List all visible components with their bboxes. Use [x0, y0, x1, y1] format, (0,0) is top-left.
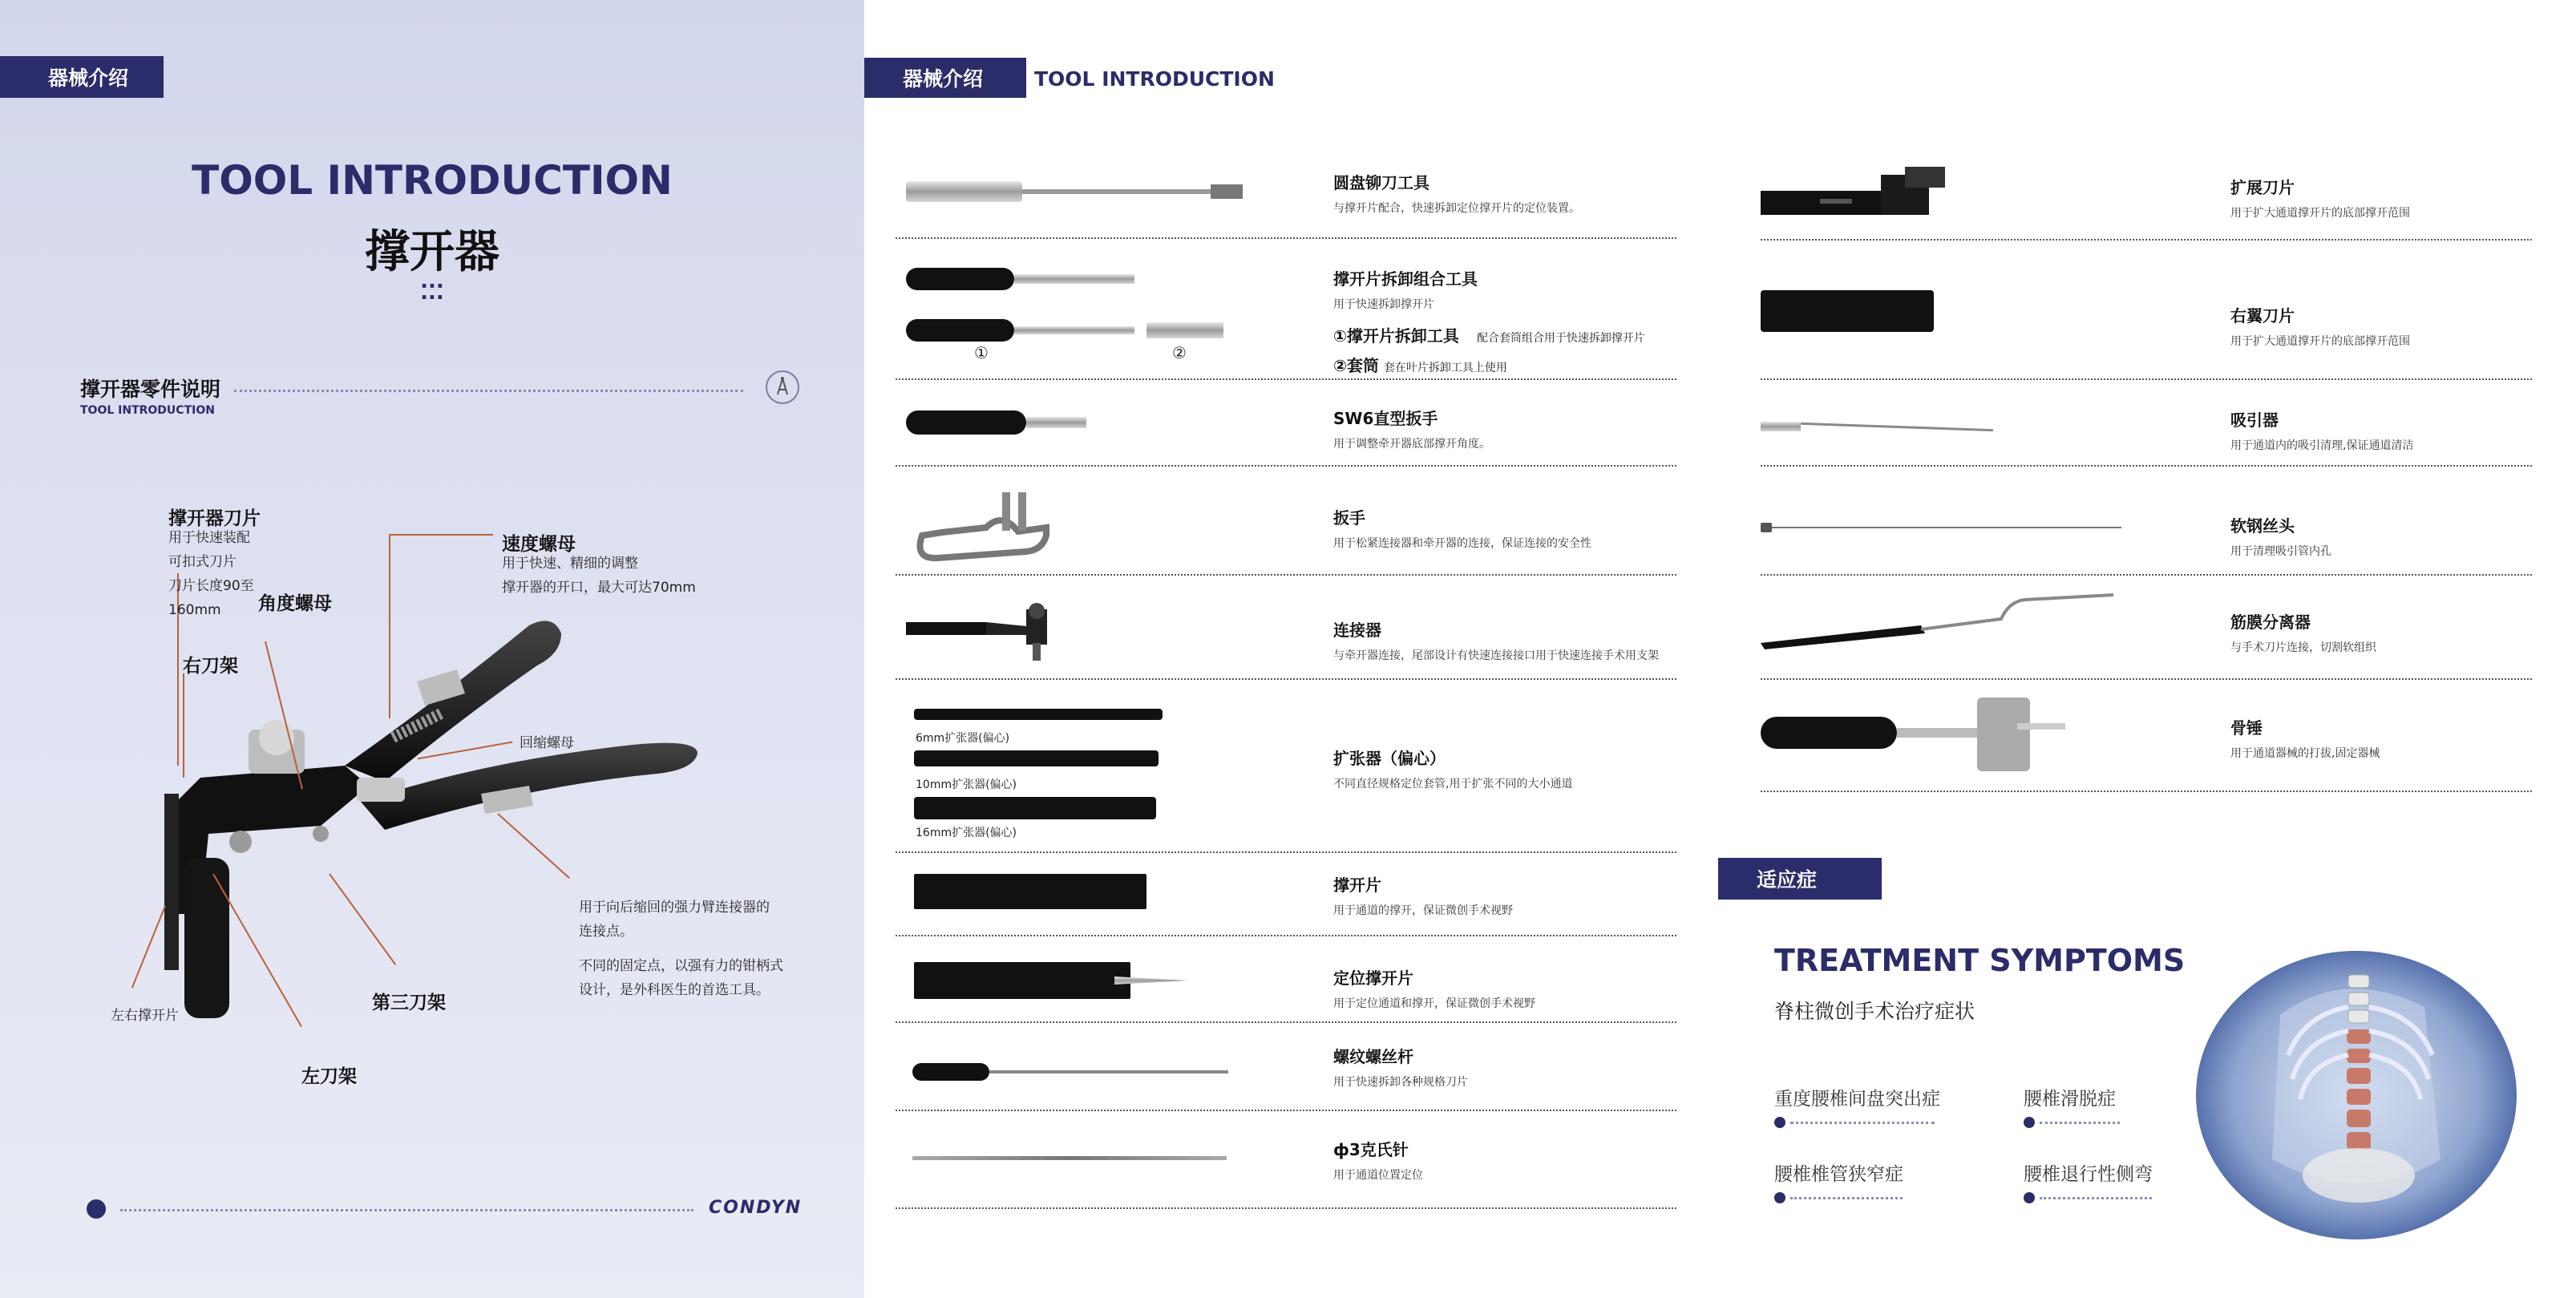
section-subtitle: TOOL INTRODUCTION	[80, 404, 215, 417]
tool-image-fascia-separator	[1761, 593, 2113, 649]
label-angle-nut: 角度螺母	[258, 593, 332, 614]
tool-sw6-wrench: SW6直型扳手 用于调整牵开器底部撑开角度。	[1333, 409, 1490, 451]
separator	[1761, 574, 2532, 576]
tool-image-threaded-rod	[912, 1063, 1228, 1081]
mark-1: ①	[974, 343, 989, 362]
tool-suction: 吸引器 用于通道内的吸引清理,保证通道清洁	[2230, 410, 2414, 452]
tool-fascia-separator: 筋膜分离器 与手术刀片连接，切割软组织	[2230, 613, 2376, 654]
tool-icon	[766, 370, 799, 404]
symptom-1: 重度腰椎间盘突出症	[1774, 1084, 1940, 1128]
label-return-nut: 回缩螺母	[520, 735, 574, 751]
separator	[1761, 791, 2532, 792]
label-third-frame: 第三刀架	[372, 993, 446, 1013]
tool-image-sw6-wrench	[906, 410, 1086, 435]
right-section-tag-en: TOOL INTRODUCTION	[1034, 67, 1275, 91]
tool-image-soft-wire	[1761, 521, 2121, 534]
right-section-tag: 器械介绍	[864, 58, 1026, 98]
footer-logo-icon	[87, 1199, 106, 1219]
tool-soft-wire: 软钢丝头 用于清理吸引管内孔	[2230, 516, 2331, 558]
left-title-en: TOOL INTRODUCTION	[192, 157, 673, 204]
tool-extension-blade: 扩展刀片 用于扩大通道撑开片的底部撑开范围	[2230, 178, 2410, 220]
separator	[896, 935, 1676, 936]
label-blade-title: 撑开器刀片	[168, 508, 261, 529]
tool-image-k-wire	[912, 1156, 1227, 1160]
dilator-size-10: 10mm扩张器(偏心)	[916, 778, 1017, 791]
tool-image-sleeve-set	[906, 319, 1227, 342]
section-divider	[234, 390, 743, 392]
separator	[1761, 378, 2532, 380]
tool-spanner: 扳手 用于松紧连接器和牵开器的连接，保证连接的安全性	[1333, 508, 1591, 550]
label-right-frame: 右刀架	[183, 656, 238, 677]
spine-illustration	[2184, 919, 2521, 1239]
separator	[896, 1110, 1676, 1111]
tool-blade-remover-set: 撑开片拆卸组合工具 用于快速拆卸撑开片 ①撑开片拆卸工具 配合套筒组合用于快速拆卸撑开片 ②套筒 套在叶片拆卸工具上使用	[1333, 269, 1645, 375]
tool-image-bone-hammer	[1761, 691, 2065, 779]
leader-speed-v	[389, 534, 390, 718]
dilator-size-6: 6mm扩张器(偏心)	[916, 732, 1010, 745]
tool-retractor-blade: 撑开片 用于通道的撑开，保证微创手术视野	[1333, 875, 1513, 917]
section-title: 撑开器零件说明	[80, 378, 221, 401]
label-lr-blade: 左右撑开片	[111, 1008, 179, 1024]
treatment-title-cn: 脊柱微创手术治疗症状	[1774, 1000, 1975, 1023]
tool-k-wire: ф3克氏针 用于通道位置定位	[1333, 1140, 1423, 1182]
separator	[896, 378, 1676, 380]
left-page	[0, 0, 864, 1298]
label-connector-desc: 用于向后缩回的强力臂连接器的 连接点。	[579, 900, 770, 940]
indication-tag: 适应症	[1718, 858, 1882, 900]
tool-image-dilator-10	[914, 750, 1159, 766]
label-left-frame: 左刀架	[301, 1066, 357, 1087]
tool-image-suction	[1761, 419, 1995, 435]
tool-threaded-rod: 螺纹螺丝杆 用于快速拆卸各种规格刀片	[1333, 1047, 1468, 1089]
label-speed-desc: 用于快速、精细的调整 撑开器的开口，最大可达70mm	[502, 556, 696, 596]
label-blade-desc: 用于快速装配 可扣式刀片 刀片长度90至 160mm	[168, 530, 254, 618]
tool-image-blade-remover	[906, 268, 1138, 290]
tool-positioning-blade: 定位撑开片 用于定位通道和撑开，保证微创手术视野	[1333, 968, 1535, 1010]
symptom-3: 腰椎椎管狭窄症	[1774, 1159, 1903, 1203]
separator	[896, 678, 1676, 680]
title-dots: ⁚⁚⁚	[420, 281, 444, 305]
separator	[896, 574, 1676, 576]
label-speed-title: 速度螺母	[502, 534, 576, 555]
tool-right-wing-blade: 右翼刀片 用于扩大通道撑开片的底部撑开范围	[2230, 306, 2410, 348]
tool-image-dilator-16	[914, 797, 1156, 819]
tool-disc-rivet: 圆盘铆刀工具 与撑开片配合，快速拆卸定位撑开片的定位装置。	[1333, 173, 1580, 215]
leader-right-frame	[183, 673, 184, 778]
leader-speed-h	[389, 534, 493, 536]
tool-image-spanner	[906, 487, 1058, 564]
left-title-cn: 撑开器	[365, 226, 499, 278]
tool-image-dilator-6	[914, 709, 1163, 720]
tool-image-disc-rivet	[906, 181, 1243, 202]
separator	[896, 237, 1676, 239]
tool-image-extension-blade	[1761, 167, 1950, 216]
separator	[1761, 465, 2532, 467]
tool-bone-hammer: 骨锤 用于通道器械的打拔,固定器械	[2230, 718, 2380, 760]
tool-image-positioning-blade	[914, 962, 1188, 999]
tool-image-right-wing-blade	[1761, 290, 1934, 332]
footer-divider	[120, 1209, 694, 1211]
brand-logo: CONDYN	[709, 1198, 803, 1218]
treatment-title-en: TREATMENT SYMPTOMS	[1774, 943, 2186, 978]
tool-image-retractor-blade	[914, 874, 1146, 909]
symptom-4: 腰椎退行性侧弯	[2024, 1159, 2153, 1203]
separator	[1761, 239, 2532, 241]
separator	[896, 851, 1676, 853]
label-fixed-desc: 不同的固定点，以强有力的钳柄式 设计，是外科医生的首选工具。	[579, 958, 783, 998]
tool-dilator: 扩张器（偏心） 不同直径规格定位套管,用于扩张不同的大小通道	[1333, 749, 1573, 791]
separator	[896, 1021, 1676, 1023]
separator	[896, 1207, 1676, 1209]
separator	[1761, 678, 2532, 680]
dilator-size-16: 16mm扩张器(偏心)	[916, 827, 1017, 839]
left-section-tag: 器械介绍	[0, 56, 164, 98]
tool-image-connector	[906, 603, 1066, 662]
separator	[896, 465, 1676, 467]
mark-2: ②	[1172, 343, 1187, 362]
tool-connector: 连接器 与牵开器连接，尾部设计有快速连接接口用于快速连接手术用支架	[1333, 621, 1659, 662]
symptom-2: 腰椎滑脱症	[2024, 1084, 2120, 1128]
